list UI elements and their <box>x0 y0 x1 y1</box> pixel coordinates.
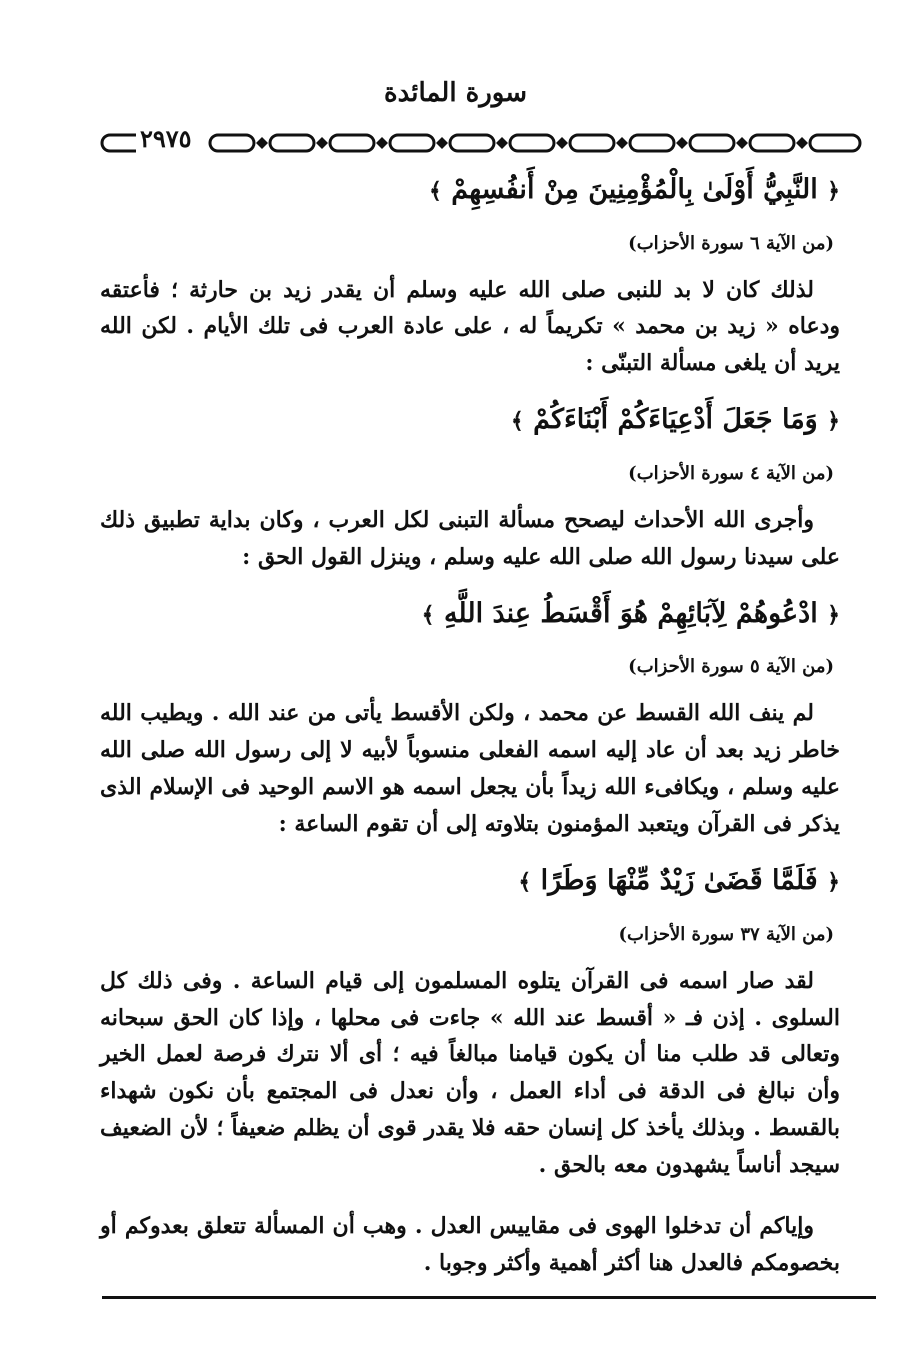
body-paragraph: وأجرى الله الأحداث ليصحح مسألة التبنى لكل العرب ، وكان بداية تطبيق ذلك على سيدنا رسول الله صلى الله عليه وسلم ، وينزل القول الحق : <box>100 506 840 570</box>
verse-text: النَّبِيُّ أَوْلَىٰ بِالْمُؤْمِنِينَ مِنْ أَنفُسِهِمْ <box>451 174 818 205</box>
page-body <box>100 170 840 1300</box>
ornamental-header-border <box>100 128 870 158</box>
ornate-bracket-open: ﴿ <box>827 869 840 896</box>
ornament-diamonds <box>256 137 808 149</box>
ornate-bracket-close: ﴾ <box>510 408 524 435</box>
page-number: ٢٩٧٥ <box>136 124 196 153</box>
ornate-bracket-close: ﴾ <box>421 601 435 628</box>
body-paragraph: لقد صار اسمه فى القرآن يتلوه المسلمون إلى قيام الساعة . وفى ذلك كل السلوى . إذن فـ « أقسط عند الله » جاءت فى محلها ، وإذا كان الحق سبحانه وتعالى قد طلب منا أن يكون قيامنا مبالغاً فيه ؛ أى ألا نترك فرصة لعمل الخير وأن نبالغ فى الدقة فى أداء العمل ، وأن نعدل فى المجتمع بأن نكون شهداء بالقسط . وبذلك يأخذ كل إنسان حقه فلا يقدر قوى أن يظلم ضعيفاً ؛ لأن الضعيف سيجد أناساً يشهدون معه بالحق . <box>100 967 840 1179</box>
verse-text: وَمَا جَعَلَ أَدْعِيَاءَكُمْ أَبْنَاءَكُمْ <box>533 404 818 436</box>
ornate-bracket-open: ﴿ <box>827 601 840 628</box>
verse-reference: (من الآية ٤ سورة الأحزاب) <box>628 462 834 484</box>
verse-reference: (من الآية ٦ سورة الأحزاب) <box>628 232 834 254</box>
ornate-bracket-open: ﴿ <box>827 178 840 204</box>
ornate-bracket-close: ﴾ <box>518 869 532 896</box>
quran-verse <box>100 400 840 441</box>
body-paragraph: لم ينف الله القسط عن محمد ، ولكن الأقسط يأتى من عند الله . ويطيب الله خاطر زيد بعد أن عاد إليه اسمه الفعلى منسوباً لأبيه لا إلى رسول الله صلى الله عليه وسلم ، ويكافىء الله زيداً بأن يجعل اسمه هو الاسم الوحيد فى الإسلام الذى يذكر فى القرآن ويتعبد المؤمنون بتلاوته إلى أن تقوم الساعة : <box>100 700 840 838</box>
verse-text: ادْعُوهُمْ لِآبَائِهِمْ هُوَ أَقْسَطُ عِندَ اللَّهِ <box>443 597 818 629</box>
quran-verse <box>100 594 840 635</box>
footer-rule <box>102 1296 876 1299</box>
surah-title: سورة المائدة <box>383 78 528 108</box>
ornate-bracket-open: ﴿ <box>827 408 840 435</box>
body-paragraph: وإياكم أن تدخلوا الهوى فى مقاييس العدل . وهب أن المسألة تتعلق بعدوكم أو بخصومكم فالعدل هنا أكثر أهمية وأكثر وجوبا . <box>100 1213 840 1277</box>
body-paragraph: لذلك كان لا بد للنبى صلى الله عليه وسلم أن يقدر زيد بن حارثة ؛ فأعتقه ودعاه « زيد بن محمد » تكريماً له ، على عادة العرب فى تلك الأيام . لكن الله يريد أن يلغى مسألة التبنّى : <box>100 276 840 377</box>
verse-text: فَلَمَّا قَضَىٰ زَيْدٌ مِّنْهَا وَطَرًا <box>540 865 818 897</box>
quran-verse <box>100 861 840 902</box>
verse-reference: (من الآية ٥ سورة الأحزاب) <box>628 656 834 678</box>
verse-reference: (من الآية ٣٧ سورة الأحزاب) <box>618 923 834 945</box>
quran-verse <box>100 170 840 211</box>
ornate-bracket-close: ﴾ <box>428 178 442 204</box>
